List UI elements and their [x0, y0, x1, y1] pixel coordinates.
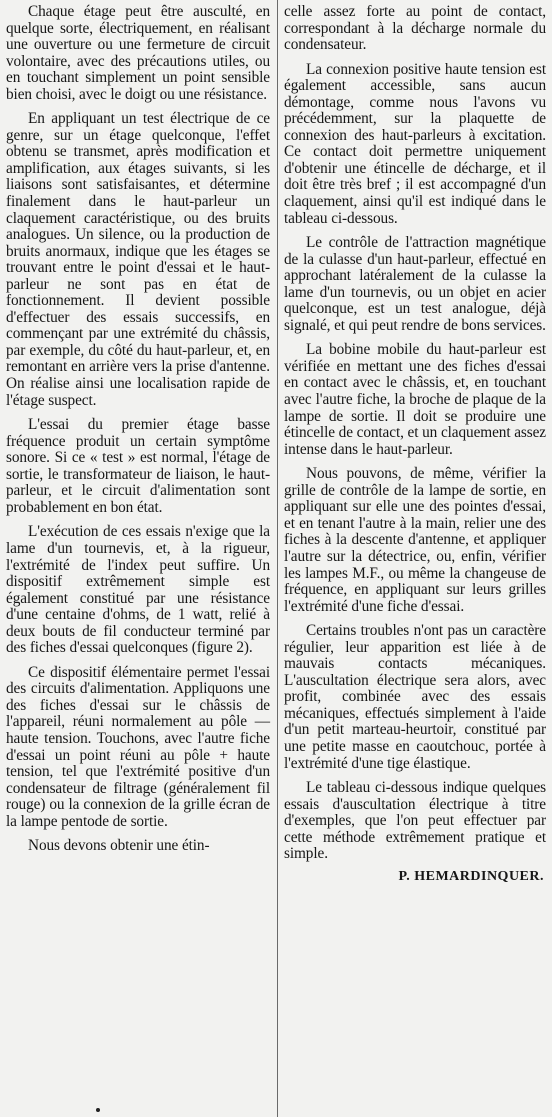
left-column	[6, 4, 270, 859]
paragraph-auscultation: Chaque étage peut être ausculté, en quelque sorte, électriquement, en réalisant une ouverture ou une fermeture de circuit volontaire, avec des précautions utiles, ou en touchant simplement un point sensible bien choisi, avec le doigt ou une résistance.	[6, 3, 270, 103]
paragraph-etincelle-continued: celle assez forte au point de contact, correspondant à la décharge normale du condensateur.	[284, 3, 546, 54]
bullet-dot	[96, 1108, 100, 1112]
paragraph-test-electrique: En appliquant un test électrique de ce genre, sur un étage quelconque, l'effet obtenu se transmet, après modification et amplification, aux étages suivants, si les liaisons sont satisfaisantes, et détermine finalement dans le haut-parleur un claquement caractéristique, ou des bruits analogues. Un silence, ou la production de bruits anormaux, indique que les étages se trouvant entre le point d'essai et le haut-parleur ne sont pas en état de fonctionnement. Il devient possible d'effectuer des essais successifs, en commençant par une extrémité du châssis, par exemple, du côté du haut-parleur, et, en remontant en arrière vers la prise d'antenne. On réalise ainsi une localisation rapide de l'étage suspect.	[6, 110, 270, 409]
paragraph-troubles: Certains troubles n'ont pas un caractère régulier, leur apparition est liée à de mauvais contacts mécaniques. L'auscultation électrique sera alors, avec profit, combinée avec des essais mécaniques, effectués simplement à l'aide d'un petit marteau-heurtoir, constitué par une petite masse en caoutchouc, portée à l'extrémité d'une tige élastique.	[284, 622, 546, 772]
paragraph-bobine-mobile: La bobine mobile du haut-parleur est vérifiée en mettant une des fiches d'essai en contact avec le châssis, et, en touchant avec l'autre fiche, la broche de plaque de la lampe de sortie. Il doit se produire une étincelle de contact, et un claquement assez intense dans le haut-parleur.	[284, 341, 546, 458]
paragraph-etincelle-start: Nous devons obtenir une étin-	[28, 837, 210, 855]
column-divider	[277, 0, 278, 1117]
right-column	[284, 4, 546, 885]
paragraph-tableau: Le tableau ci-dessous indique quelques essais d'auscultation électrique à titre d'exemples, que l'on peut effectuer par cette méthode extrêmement pratique et simple.	[284, 779, 546, 863]
paragraph-grille-controle: Nous pouvons, de même, vérifier la grille de contrôle de la lampe de sortie, en appliquant sur elle une des pointes d'essai, et en tenant l'autre à la main, relier une des fiches à la descente d'antenne, et appliquer l'autre sur la détectrice, ou, enfin, vérifier les lampes M.F., ou même la changeuse de fréquence, en appliquant sur leurs grilles l'extrémité d'une fiche d'essai.	[284, 465, 546, 615]
paragraph-dispositif-elementaire: Ce dispositif élémentaire permet l'essai des circuits d'alimentation. Appliquons une des fiches d'essai sur le châssis de l'appareil, réuni normalement au pôle — haute tension. Touchons, avec l'autre fiche d'essai un point réuni au pôle + haute tension, tel que l'extrémité positive d'un condensateur de filtrage (généralement fil rouge) ou la connexion de la grille écran de la lampe pentode de sortie.	[6, 663, 270, 830]
paragraph-execution-essais: L'exécution de ces essais n'exige que la lame d'un tournevis, et, à la rigueur, l'extrémité de l'index peut suffire. Un dispositif extrêmement simple est également constitué par une résistance d'une centaine d'ohms, de 1 watt, relié à deux bouts de fil conducteur terminé par des fiches d'essai quelconques (figure 2).	[6, 523, 270, 657]
paragraph-premier-etage: L'essai du premier étage basse fréquence produit un certain symptôme sonore. Si ce « test » est normal, l'étage de sortie, le transformateur de liaison, le haut-parleur, et le circuit d'alimentation sont probablement en bon état.	[6, 416, 270, 516]
paragraph-attraction-magnetique: Le contrôle de l'attraction magnétique de la culasse d'un haut-parleur, effectué en approchant latéralement de la culasse la lame d'un tournevis, ou un objet en acier quelconque, est un test analogue, déjà signalé, et qui peut rendre de bons services.	[284, 234, 546, 334]
paragraph-connexion-positive: La connexion positive haute tension est également accessible, sans aucun démontage, comme nous l'avons vu précédemment, sur la plaquette de connexion des haut-parleurs à excitation. Ce contact doit permettre uniquement d'obtenir une étincelle de décharge, et il doit être très bref ; il est accompagné d'un claquement, ainsi qu'il est indiqué dans le tableau ci-dessous.	[284, 60, 546, 227]
author-signature: P. HEMARDINQUER.	[398, 868, 544, 884]
